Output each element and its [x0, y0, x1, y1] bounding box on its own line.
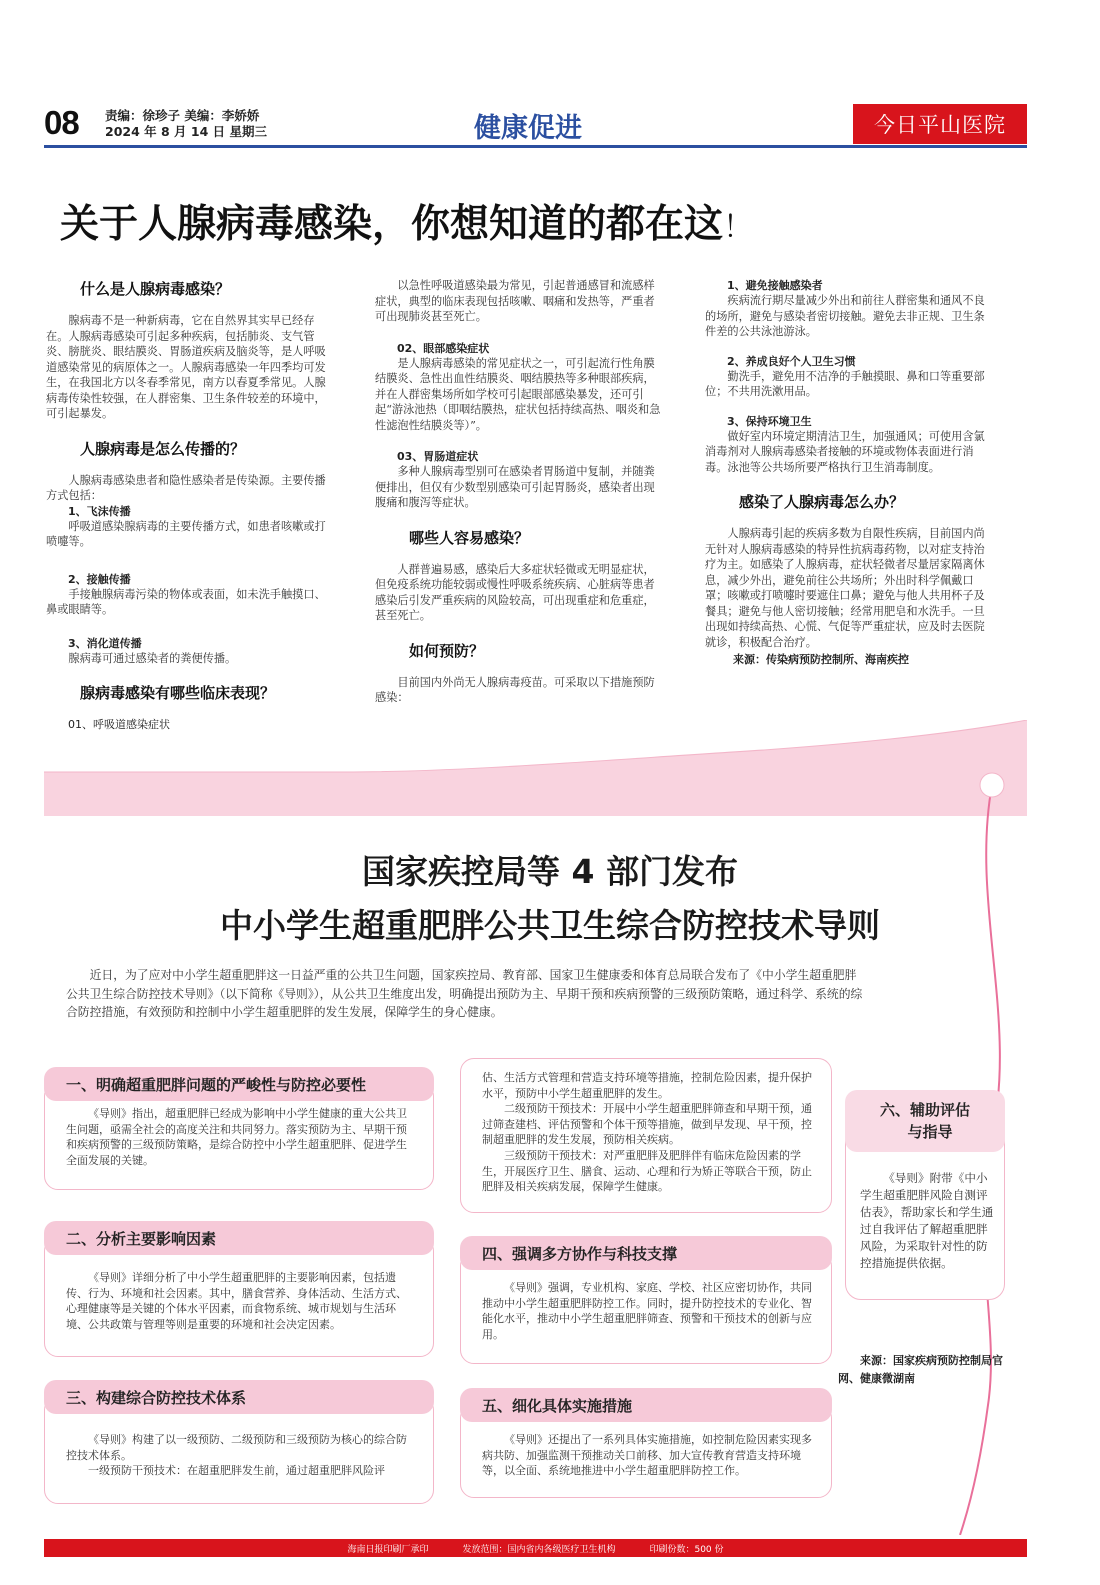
box-factors-body: 《导则》详细分析了中小学生超重肥胖的主要影响因素，包括遗传、行为、环境和社会因素。其中，膳食营养、身体活动、生活方式、心理健康等是关键的个体水平因素，而食物系统、城市规划与生活环境、公共政策与管理等则是重要的环境和社会决定因素。: [66, 1271, 407, 1331]
paragraph: 《导则》构建了以一级预防、二级预防和三级预防为核心的综合防控技术体系。: [66, 1433, 407, 1462]
heading-what-is: 什么是人腺病毒感染？: [80, 280, 231, 298]
section-title: 健康促进: [474, 113, 582, 144]
heading-transmission: 人腺病毒是怎么传播的？: [80, 439, 246, 458]
article1-title: [60, 193, 753, 249]
subheading: 1、避免接触感染者: [727, 279, 823, 292]
subheading: 1、飞沫传播: [68, 504, 131, 518]
subheading: 02、眼部感染症状: [397, 341, 490, 355]
subheading: 03、胃肠道症状: [397, 450, 479, 463]
paragraph: 呼吸道感染腺病毒的主要传播方式，如患者咳嗽或打喷嚏等。: [46, 519, 326, 548]
editor-info: [105, 108, 267, 140]
box-measures-title: 五、细化具体实施措施: [460, 1388, 832, 1422]
paragraph: 腺病毒可通过感染者的粪便传播。: [68, 651, 237, 665]
box-assessment-body: 《导则》附带《中小学生超重肥胖风险自测评估表》，帮助家长和学生通过自我评估了解超重肥胖风险，为采取针对性的防控措施提供依据。: [860, 1171, 994, 1270]
paragraph: 腺病毒不是一种新病毒，它在自然界其实早已经存在。人腺病毒感染可引起多种疾病，包括肺炎、支气管炎、膀胱炎、眼结膜炎、胃肠道疾病及脑炎等，是人呼吸道感染常见的病原体之一。人腺病毒感染一年四季均可发生，在我国北方以冬春季常见，南方以春夏季常见。人腺病毒传染性较强，在人群密集、卫生条件较差的环境中，可引起暴发。: [46, 314, 326, 420]
paragraph: 三级预防干预技术：对严重肥胖及肥胖伴有临床危险因素的学生，开展医疗卫生、膳食、运动、心理和行为矫正等联合干预，防止肥胖及相关疾病发展，保障学生健康。: [482, 1148, 812, 1194]
article2-title-line2: 中小学生超重肥胖公共卫生综合防控技术导则: [220, 906, 880, 945]
box-assessment-title: [845, 1090, 1005, 1152]
heading-susceptible: 哪些人容易感染？: [409, 528, 530, 547]
article1-col3: [705, 278, 995, 667]
box-severity-body: 《导则》指出，超重肥胖已经成为影响中小学生健康的重大公共卫生问题，亟需全社会的高度关注和共同努力。落实预防为主、早期干预和疾病预警的三级预防策略，是综合防控中小学生超重肥胖、促进学生全面发展的关键。: [66, 1107, 407, 1167]
paragraph: 人腺病毒引起的疾病多数为自限性疾病，目前国内尚无针对人腺病毒感染的特异性抗病毒药物，以对症支持治疗为主。如感染了人腺病毒，症状轻微者尽量居家隔离休息，减少外出，避免前往公共场所；外出时科学佩戴口罩；咳嗽或打喷嚏时要遮住口鼻；避免与他人共用杯子及餐具；避免与他人密切接触；经常用肥皂和水洗手。一旦出现如持续高热、心慌、气促等严重症状，应及时去医院就诊，积极配合治疗。: [705, 527, 985, 649]
article1-title-text: 关于人腺病毒感染，你想知道的都在这: [60, 202, 724, 247]
pink-wave-divider: [44, 720, 1027, 816]
box-severity-title: 一、明确超重肥胖问题的严峻性与防控必要性: [44, 1067, 434, 1101]
box-assessment-title-line2: 与指导: [907, 1123, 953, 1141]
paragraph: 估、生活方式管理和营造支持环境等措施，控制危险因素，提升保护水平，预防中小学生超重肥胖的发生。: [482, 1071, 812, 1100]
article1-col1: [46, 278, 336, 732]
paragraph: 多种人腺病毒型别可在感染者胃肠道中复制，并随粪便排出，但仅有少数型别感染可引起胃肠炎，感染者出现腹痛和腹泻等症状。: [375, 465, 655, 509]
date-line: 2024 年 8 月 14 日 星期三: [105, 124, 267, 139]
box-collaboration-body: 《导则》强调，专业机构、家庭、学校、社区应密切协作，共同推动中小学生超重肥胖防控工作。同时，提升防控技术的专业化、智能化水平，推动中小学生超重肥胖筛查、预警和干预技术的创新与应用。: [482, 1281, 812, 1341]
subheading: 3、保持环境卫生: [727, 414, 812, 428]
footer-distribution: 发放范围：国内省内各级医疗卫生机构: [462, 1544, 616, 1555]
box-measures-body: 《导则》还提出了一系列具体实施措施，如控制危险因素实现多病共防、加强监测干预推动关口前移、加大宣传教育营造支持环境等，以全面、系统地推进中小学生超重肥胖防控工作。: [482, 1433, 812, 1478]
footer-bar: [44, 1539, 1027, 1557]
paragraph: 是人腺病毒感染的常见症状之一，可引起流行性角膜结膜炎、急性出血性结膜炎、咽结膜热等多种眼部疾病，并在人群密集场所如学校可引起眼部感染暴发，还可引起“游泳池热（即咽结膜热，症状包括持续高热、咽炎和急性滤泡性结膜炎等）”。: [375, 356, 661, 432]
source-line: 来源：传染病预防控制所、海南疾控: [733, 653, 909, 666]
box-continuation-body: [482, 1070, 812, 1195]
article2-intro: 近日，为了应对中小学生超重肥胖这一日益严重的公共卫生问题，国家疾控局、教育部、国家卫生健康委和体育总局联合发布了《中小学生超重肥胖公共卫生综合防控技术导则》（以下简称《导则》），从公共卫生维度出发，明确提出预防为主、早期干预和疾病预警的三级预防策略，通过科学、系统的综合防控措施，有效预防和控制中小学生超重肥胖的发生发展，保障学生的身心健康。: [66, 968, 863, 1019]
article2-source: 来源：国家疾病预防控制局官网、健康微湖南: [838, 1354, 1003, 1385]
paragraph: 手接触腺病毒污染的物体或表面，如未洗手触摸口、鼻或眼睛等。: [46, 587, 326, 616]
paragraph: 二级预防干预技术：开展中小学生超重肥胖筛查和早期干预，通过筛查建档、评估预警和个体干预等措施，做到早发现、早干预，控制超重肥胖的发生发展，预防相关疾病。: [482, 1102, 812, 1147]
paragraph: 疾病流行期尽量减少外出和前往人群密集和通风不良的场所，避免与感染者密切接触。避免去非正规、卫生条件差的公共泳池游泳。: [705, 294, 985, 338]
article1-col2: [375, 278, 665, 706]
paragraph: 做好室内环境定期清洁卫生，加强通风；可使用含氯消毒剂对人腺病毒感染者接触的环境或物体表面进行消毒。泳池等公共场所要严格执行卫生消毒制度。: [705, 429, 985, 474]
paragraph: 目前国内外尚无人腺病毒疫苗。可采取以下措施预防感染：: [375, 675, 655, 704]
masthead: 今日平山医院: [853, 104, 1027, 144]
article1-title-end: ！: [723, 210, 754, 245]
subheading: 3、消化道传播: [68, 636, 142, 650]
paragraph: 以急性呼吸道感染最为常见，引起普通感冒和流感样症状，典型的临床表现包括咳嗽、咽痛和发热等，严重者可出现肺炎甚至死亡。: [375, 279, 655, 323]
editor-line: 责编：徐珍子 美编：李娇娇: [105, 108, 260, 123]
box-assessment-title-line1: 六、辅助评估: [879, 1101, 970, 1119]
paragraph: 勤洗手，避免用不洁净的手触摸眼、鼻和口等重要部位；不共用洗漱用品。: [705, 369, 985, 398]
footer-copies: 印刷份数：500 份: [649, 1544, 724, 1555]
paragraph: 人腺病毒感染患者和隐性感染者是传染源。主要传播方式包括：: [46, 473, 326, 502]
box-system-body: [66, 1432, 412, 1479]
article2-title-line1: 国家疾控局等 4 部门发布: [362, 852, 738, 891]
footer-printer: 海南日报印刷厂承印: [347, 1544, 429, 1555]
header-rule: [44, 145, 1027, 148]
heading-prevention: 如何预防？: [409, 641, 485, 660]
box-factors-title: 二、分析主要影响因素: [44, 1221, 434, 1255]
subheading: 01、呼吸道感染症状: [68, 718, 170, 731]
page-number: 08: [44, 104, 79, 141]
heading-what-to-do: 感染了人腺病毒怎么办？: [739, 493, 905, 511]
heading-symptoms: 腺病毒感染有哪些临床表现？: [80, 684, 276, 702]
subheading: 2、接触传播: [68, 572, 131, 586]
paragraph: 人群普遍易感，感染后大多症状轻微或无明显症状，但免疫系统功能较弱或慢性呼吸系统疾病、心脏病等患者感染后引发严重疾病的风险较高，可出现重症和危重症，甚至死亡。: [375, 562, 655, 622]
paragraph: 一级预防干预技术：在超重肥胖发生前，通过超重肥胖风险评: [88, 1464, 385, 1478]
subheading: 2、养成良好个人卫生习惯: [727, 354, 856, 368]
box-system-title: 三、构建综合防控技术体系: [44, 1380, 434, 1414]
box-collaboration-title: 四、强调多方协作与科技支撑: [460, 1236, 832, 1270]
